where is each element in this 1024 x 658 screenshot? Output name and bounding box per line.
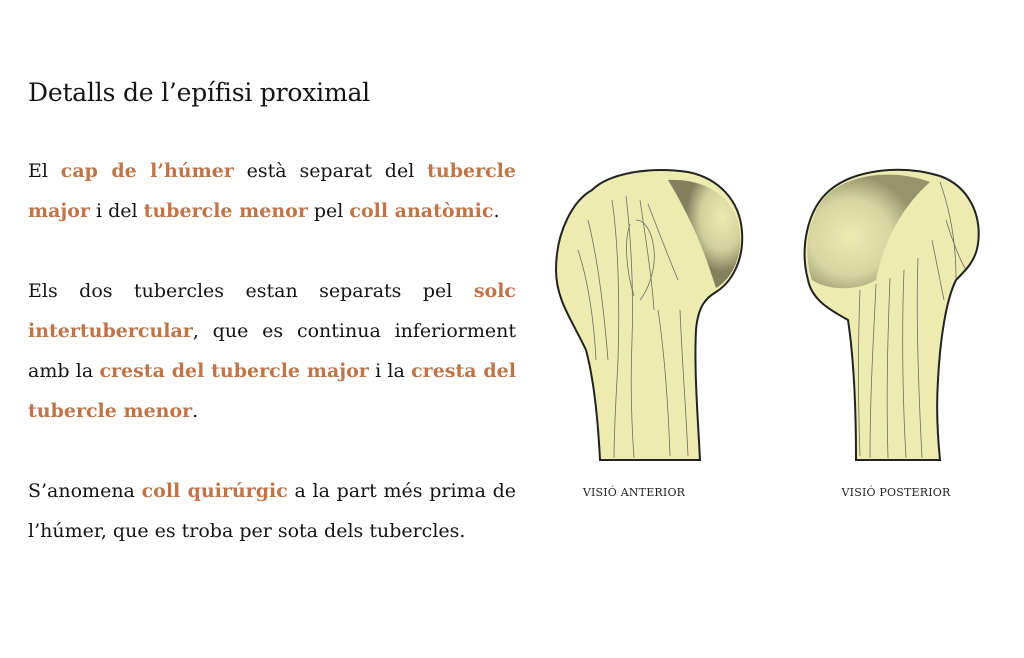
text-segment: El	[28, 160, 61, 182]
highlighted-term: cresta del tubercle major	[99, 360, 369, 382]
highlighted-term: cresta del tubercle menor	[28, 360, 516, 422]
paragraph-2	[28, 271, 516, 431]
paragraph-3	[28, 471, 516, 551]
page-title: Detalls de l’epífisi proximal	[28, 78, 370, 107]
text-segment: i la	[368, 360, 412, 382]
text-segment: , que es continua inferiorment amb la	[28, 320, 516, 382]
text-segment: i del	[89, 200, 144, 222]
highlighted-term: solc intertubercular	[28, 280, 516, 342]
caption-posterior: VISIÓ POSTERIOR	[841, 486, 951, 499]
body-text	[28, 151, 516, 591]
highlighted-term: tubercle menor	[143, 200, 308, 222]
humerus-anterior-illustration	[548, 160, 748, 470]
text-segment: pel	[307, 200, 350, 222]
text-segment: .	[493, 200, 500, 222]
paragraph-1	[28, 151, 516, 231]
humerus-posterior-illustration	[790, 160, 990, 470]
highlighted-term: cap de l’húmer	[60, 160, 234, 182]
highlighted-term: tubercle major	[28, 160, 516, 222]
highlighted-term: coll quirúrgic	[141, 480, 288, 502]
text-segment: està separat del	[233, 160, 428, 182]
text-segment: .	[192, 400, 199, 422]
caption-anterior: VISIÓ ANTERIOR	[582, 486, 686, 499]
text-segment: a la part més prima de l’húmer, que es troba per sota dels tubercles.	[28, 480, 517, 542]
text-segment: S’anomena	[28, 480, 142, 502]
highlighted-term: coll anatòmic	[349, 200, 494, 222]
text-segment: Els dos tubercles estan separats pel	[28, 280, 474, 302]
